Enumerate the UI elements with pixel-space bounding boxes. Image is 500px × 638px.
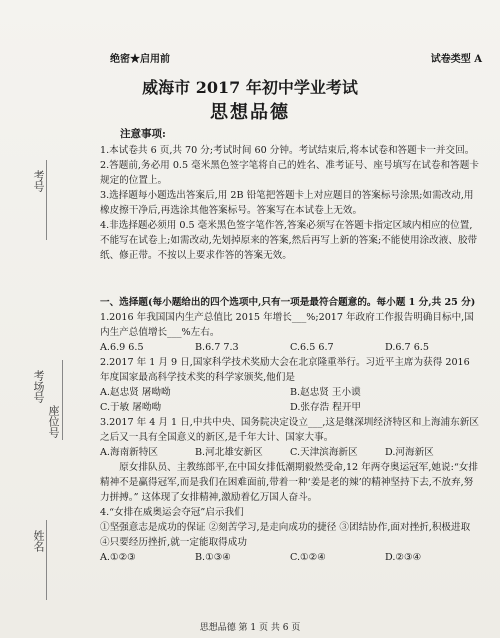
- q3-option-c: C.天津滨海新区: [290, 447, 358, 458]
- question-4-intro: 原女排队员、主教练郎平,在中国女排低潮期毅然受命,12 年两夺奥运冠军,她说:“女排精神不是赢得冠军,而是我们在困难面前,带着一种‘姜是老的辣’的精神坚持下去,不放弃,努力拼搏。” 这体现了女排精神,激励着亿万国人奋斗。: [100, 462, 478, 503]
- margin-line: [62, 360, 63, 440]
- q2-options: [100, 385, 480, 415]
- question-1: 1.2016 年我国国内生产总值比 2015 年增长___%;2017 年政府工作报告明确目标中,国内生产总值增长___%左右。: [100, 312, 474, 338]
- paper-type-label: 试卷类型 A: [430, 54, 482, 65]
- q4-option-a: A.①②③: [100, 552, 136, 563]
- subject-title: 思想品德: [210, 102, 290, 123]
- note-2: 2.答题前,务必用 0.5 毫米黑色签字笔将自己的姓名、准考证号、座号填写在试卷和答题卡规定的位置上。: [100, 160, 479, 186]
- question-2: 2.2017 年 1 月 9 日,国家科学技术奖励大会在北京隆重举行。习近平主席为获得 2016 年度国家最高科学技术奖的科学家颁奖,他们是: [100, 357, 470, 383]
- note-4: 4.非选择题必须用 0.5 毫米黑色签字笔作答,答案必须写在答题卡指定区域内相应的位置,不能写在试卷上;如需改动,先划掉原来的答案,然后再写上新的答案;不能使用涂改液、胶带纸、修正带。不按以上要求作答的答案无效。: [100, 220, 478, 261]
- q3-options: [100, 445, 480, 460]
- notes-block: [100, 143, 480, 263]
- margin-line: [46, 520, 47, 600]
- note-1: 1.本试卷共 6 页,共 70 分;考试时间 60 分钟。考试结束后,将本试卷和答题卡一并交回。: [100, 145, 475, 156]
- margin-field-room: 考场号: [32, 370, 45, 403]
- q4-option-b: B.①③④: [195, 552, 231, 563]
- notes-heading: 注意事项:: [120, 128, 166, 140]
- section-heading: 一、选择题(每小题给出的四个选项中,只有一项是最符合题意的。每小题 1 分,共 25 分): [100, 297, 476, 308]
- question-4: 4.“女排在威奥运会夺冠”启示我们: [100, 507, 244, 518]
- q4-option-c: C.①②④: [290, 552, 326, 563]
- q2-option-a: A.赵忠贤 屠呦呦: [100, 387, 171, 398]
- q3-option-d: D.河海新区: [385, 447, 434, 458]
- q1-option-b: B.6.7 7.3: [195, 342, 239, 353]
- q3-option-a: A.海南新特区: [100, 447, 158, 458]
- q1-option-d: D.6.7 6.5: [385, 342, 429, 353]
- q1-option-c: C.6.5 6.7: [290, 342, 334, 353]
- q3-option-b: B.河北雄安新区: [195, 447, 263, 458]
- margin-field-id: 考号: [32, 170, 45, 192]
- secret-label: 绝密★启用前: [110, 54, 170, 65]
- q2-option-c: C.于敏 屠呦呦: [100, 402, 162, 413]
- q1-options: [100, 340, 480, 355]
- margin-field-seat: 座位号: [47, 405, 60, 438]
- section-1: [100, 295, 480, 565]
- margin-line: [46, 160, 47, 240]
- q4-options: [100, 550, 480, 565]
- note-3: 3.选择题每小题选出答案后,用 2B 铅笔把答题卡上对应题目的答案标号涂黑;如需改动,用橡皮擦干净后,再选涂其他答案标号。答案写在本试卷上无效。: [100, 190, 474, 216]
- page-footer: 思想品德 第 1 页 共 6 页: [199, 623, 301, 633]
- q2-option-b: B.赵忠贤 王小谟: [290, 387, 361, 398]
- q4-option-d: D.②③④: [385, 552, 422, 563]
- question-4-items: ①坚强意志是成功的保证 ②刻苦学习,是走向成功的捷径 ③团结协作,面对挫折,积极进取 ④只要经历挫折,就一定能取得成功: [100, 522, 471, 548]
- q2-option-d: D.张存浩 程开甲: [290, 402, 362, 413]
- question-3: 3.2017 年 4 月 1 日,中共中央、国务院决定设立___,这是继深圳经济特区和上海浦东新区之后又一具有全国意义的新区,是千年大计、国家大事。: [100, 417, 479, 443]
- margin-field-name: 姓名: [32, 530, 45, 552]
- exam-title: 威海市 2017 年初中学业考试: [142, 78, 358, 97]
- q1-option-a: A.6.9 6.5: [100, 342, 144, 353]
